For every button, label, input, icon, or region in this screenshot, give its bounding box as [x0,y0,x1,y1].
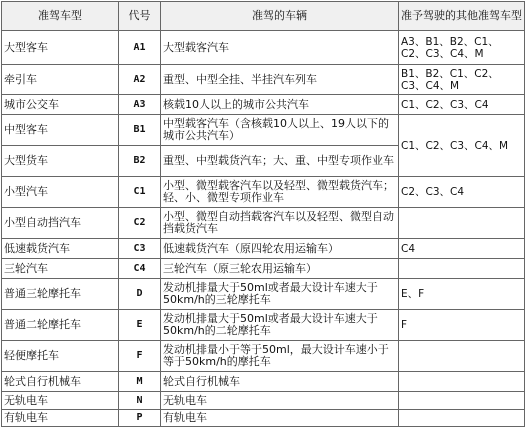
code-cell: D [119,279,161,310]
vehicles-cell: 大型载客汽车 [161,31,399,65]
header-license-type: 准驾车型 [2,2,119,31]
table-row [2,259,525,279]
table-row [2,208,525,239]
other-types-cell [399,341,525,372]
code-cell: E [119,310,161,341]
vehicles-cell: 三轮汽车（原三轮农用运输车） [161,259,399,279]
table-row [2,410,525,427]
vehicles-cell: 发动机排量大于50ml或者最大设计车速大于50km/h的三轮摩托车 [161,279,399,310]
license-type-cell: 大型货车 [2,146,119,177]
license-type-cell: 轮式自行机械车 [2,372,119,392]
vehicles-cell: 小型、微型自动挡载客汽车以及轻型、微型自动挡载货汽车 [161,208,399,239]
license-type-cell: 大型客车 [2,31,119,65]
vehicles-cell: 发动机排量大于50ml或者最大设计车速大于50km/h的二轮摩托车 [161,310,399,341]
vehicles-cell: 发动机排量小于等于50ml，最大设计车速小于等于50km/h的摩托车 [161,341,399,372]
license-type-cell: 普通三轮摩托车 [2,279,119,310]
table-row [2,372,525,392]
license-type-cell: 城市公交车 [2,95,119,115]
license-type-cell: 小型汽车 [2,177,119,208]
vehicles-cell: 无轨电车 [161,392,399,410]
other-types-cell [399,392,525,410]
table-row [2,310,525,341]
table-row [2,279,525,310]
other-types-cell: E、F [399,279,525,310]
vehicles-cell: 轮式自行机械车 [161,372,399,392]
license-type-cell: 三轮汽车 [2,259,119,279]
table-row [2,115,525,146]
other-types-cell: C1、C2、C3、C4、M [399,115,525,177]
other-types-cell: C2、C3、C4 [399,177,525,208]
table-header-row [2,2,525,31]
other-types-cell: A3、B1、B2、C1、C2、C3、C4、M [399,31,525,65]
header-other-permitted-types: 准予驾驶的其他准驾车型 [399,2,525,31]
code-cell: F [119,341,161,372]
table-row [2,341,525,372]
code-cell: C1 [119,177,161,208]
header-permitted-vehicles: 准驾的车辆 [161,2,399,31]
license-type-cell: 轻便摩托车 [2,341,119,372]
other-types-cell [399,410,525,427]
other-types-cell [399,372,525,392]
code-cell: C4 [119,259,161,279]
code-cell: A2 [119,65,161,95]
header-code: 代号 [119,2,161,31]
code-cell: N [119,392,161,410]
table-row [2,95,525,115]
license-type-cell: 无轨电车 [2,392,119,410]
other-types-cell: B1、B2、C1、C2、C3、C4、M [399,65,525,95]
code-cell: B1 [119,115,161,146]
vehicles-cell: 低速载货汽车（原四轮农用运输车） [161,239,399,259]
vehicles-cell: 中型载客汽车（含核载10人以上、19人以下的城市公共汽车） [161,115,399,146]
vehicles-cell: 重型、中型载货汽车；大、重、中型专项作业车 [161,146,399,177]
table-row [2,177,525,208]
driving-license-class-table [1,1,525,427]
table-row [2,239,525,259]
vehicles-cell: 核载10人以上的城市公共汽车 [161,95,399,115]
code-cell: A1 [119,31,161,65]
table-row [2,31,525,65]
vehicles-cell: 有轨电车 [161,410,399,427]
code-cell: C2 [119,208,161,239]
license-type-cell: 普通二轮摩托车 [2,310,119,341]
code-cell: A3 [119,95,161,115]
vehicles-cell: 小型、微型载客汽车以及轻型、微型载货汽车；轻、小、微型专项作业车 [161,177,399,208]
code-cell: P [119,410,161,427]
vehicles-cell: 重型、中型全挂、半挂汽车列车 [161,65,399,95]
license-type-cell: 牵引车 [2,65,119,95]
license-type-cell: 小型自动挡汽车 [2,208,119,239]
other-types-cell: C1、C2、C3、C4 [399,95,525,115]
table-row [2,392,525,410]
license-type-cell: 低速载货汽车 [2,239,119,259]
code-cell: M [119,372,161,392]
other-types-cell [399,259,525,279]
table-row [2,65,525,95]
code-cell: B2 [119,146,161,177]
license-type-cell: 有轨电车 [2,410,119,427]
other-types-cell [399,208,525,239]
license-type-cell: 中型客车 [2,115,119,146]
license-table-container [1,1,524,423]
other-types-cell: C4 [399,239,525,259]
other-types-cell: F [399,310,525,341]
code-cell: C3 [119,239,161,259]
